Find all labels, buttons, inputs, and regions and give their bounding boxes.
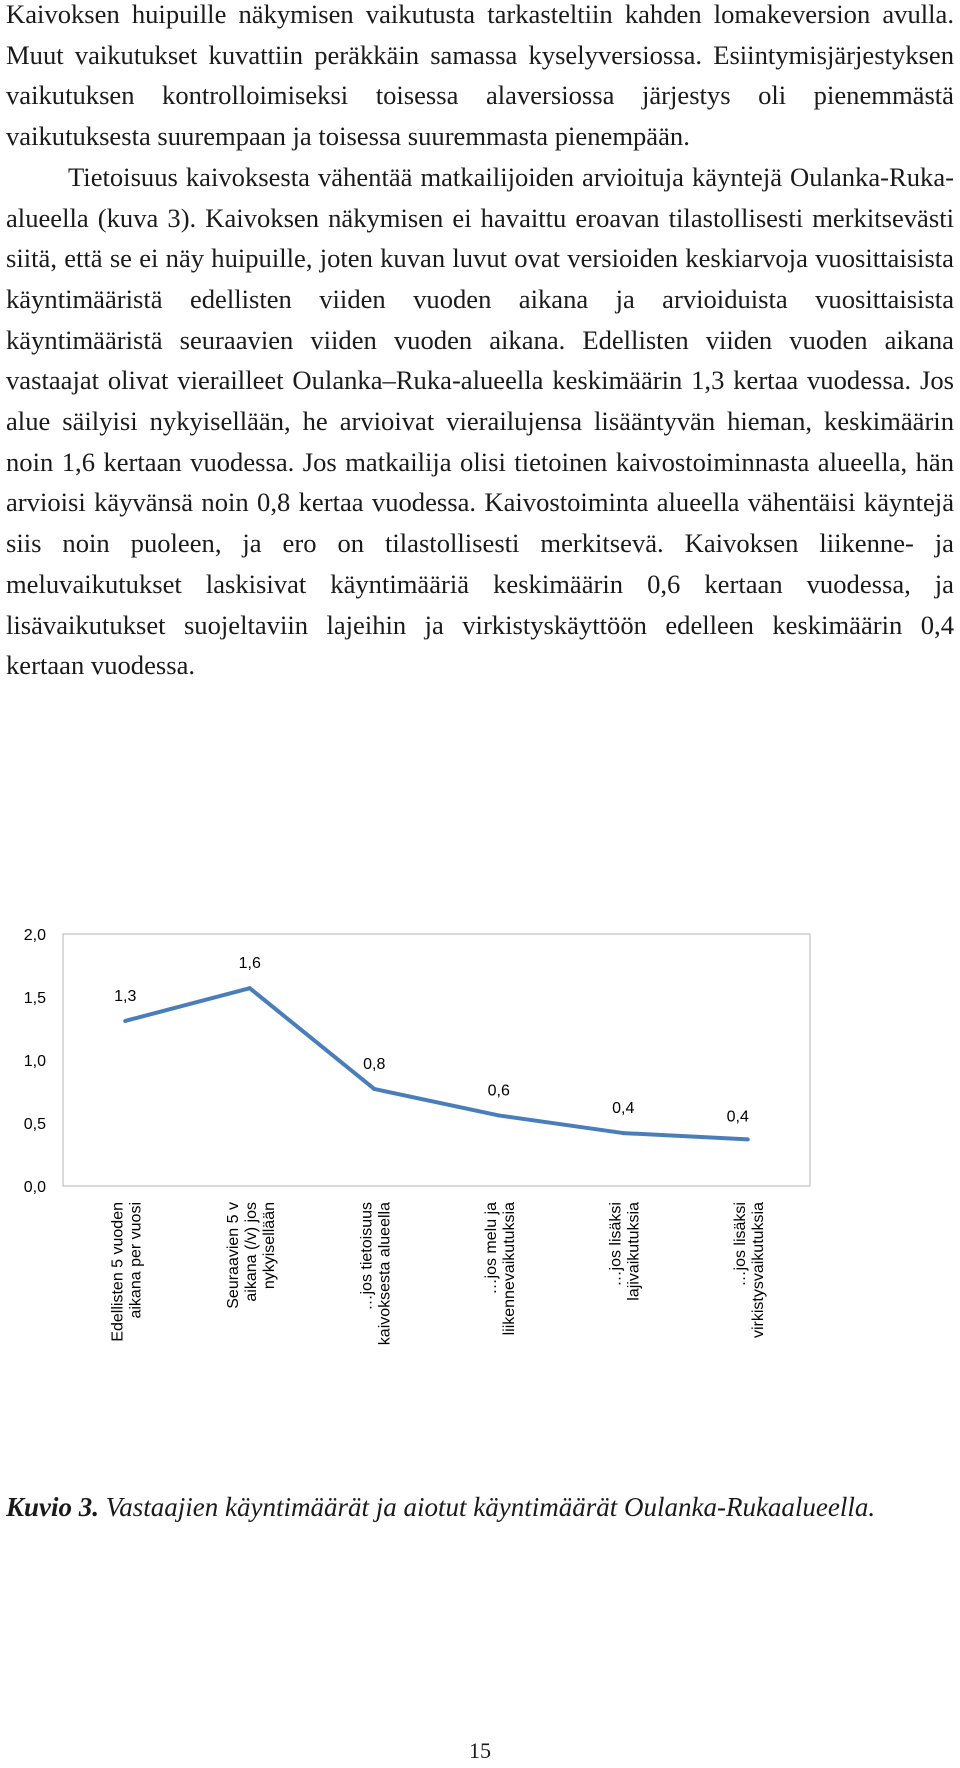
y-tick-label: 0,0 <box>23 1179 46 1196</box>
data-point <box>497 1113 501 1117</box>
category-label-line: Edellisten 5 vuoden <box>109 1202 127 1342</box>
page-number: 15 <box>469 1738 491 1763</box>
data-label: 0,4 <box>726 1108 749 1126</box>
category-label-line: nykyisellään <box>260 1202 278 1290</box>
category-label-line: …jos melu ja <box>482 1202 500 1295</box>
category-label-line: …jos tietoisuus <box>358 1202 376 1311</box>
data-label: 1,6 <box>238 955 261 973</box>
series-line <box>125 988 748 1139</box>
category-label <box>109 1202 144 1342</box>
caption-text: Vastaajien käyntimäärät ja aiotut käyntimäärät Oulanka-Rukaalueella. <box>99 1492 876 1522</box>
data-label: 0,8 <box>363 1055 386 1073</box>
body-text <box>6 0 954 686</box>
category-label-line: lajivaikutuksia <box>625 1202 643 1301</box>
category-label-line: kaivoksesta alueella <box>376 1202 394 1346</box>
category-label-line: aikana (/v) jos <box>242 1202 260 1302</box>
paragraph-form-versions: Kaivoksen huipuille näkymisen vaikutusta tarkasteltiin kahden lomakeversion avulla. Muut vaikutukset kuvattiin peräkkäin samassa kyselyversiossa. Esiintymisjärjestyksen vaikutuksen kontrolloimiseksi toisessa alaversiossa järjestys oli pienemmästä vaikutuksesta suurempaan ja toisessa suuremmasta pienempään. <box>6 0 954 152</box>
category-label-line: …jos lisäksi <box>607 1202 625 1287</box>
y-tick-label: 0,5 <box>23 1116 46 1133</box>
data-point <box>123 1019 127 1023</box>
data-point <box>248 986 252 990</box>
category-label-line: aikana per vuosi <box>127 1202 145 1319</box>
data-label: 0,6 <box>487 1082 510 1100</box>
y-tick-label: 2,0 <box>23 927 46 944</box>
caption-label: Kuvio 3. <box>6 1492 100 1522</box>
chart-canvas <box>0 910 960 1450</box>
category-label <box>225 1202 278 1309</box>
figure-caption <box>6 1487 946 1527</box>
category-label <box>732 1202 767 1338</box>
data-point <box>621 1131 625 1135</box>
category-label <box>483 1202 518 1336</box>
category-label-line: liikennevaikutuksia <box>500 1202 518 1336</box>
y-tick-label: 1,5 <box>23 990 46 1007</box>
visits-line-chart <box>0 910 960 1450</box>
category-label-line: Seuraavien 5 v <box>224 1202 242 1309</box>
category-label-line: virkistysvaikutuksia <box>749 1202 767 1339</box>
data-label: 0,4 <box>612 1100 635 1118</box>
paragraph-visit-results: Tietoisuus kaivoksesta vähentää matkailijoiden arvioituja käyntejä Oulanka-Ruka-alueella (kuva 3). Kaivoksen näkymisen ei havaittu eroavan tilastollisesti merkitsevästi siitä, että se ei näy huipuille, joten kuvan luvut ovat versioiden keskiarvoja vuosittaisista käyntimääristä edellisten viiden vuoden aikana ja arvioiduista vuosittaisista käyntimääristä seuraavien viiden vuoden aikana. Edellisten viiden vuoden aikana vastaajat olivat vierailleet Oulanka–Ruka-alueella keskimäärin 1,3 kertaa vuodessa. Jos alue säilyisi nykyisellään, he arvioivat vierailujensa lisääntyvän hieman, keskimäärin noin 1,6 kertaan vuodessa. Jos matkailija olisi tietoinen kaivostoiminnasta alueella, hän arvioisi käyvänsä noin 0,8 kertaa vuodessa. Kaivostoiminta alueella vähentäisi käyntejä siis noin puoleen, ja ero on tilastollisesti merkitsevä. Kaivoksen liikenne- ja meluvaikutukset laskisivat käyntimääriä keskimäärin 0,6 kertaan vuodessa, ja lisävaikutukset suojeltaviin lajeihin ja virkistyskäyttöön edelleen keskimäärin 0,4 kertaan vuodessa. <box>6 161 954 681</box>
category-label <box>358 1202 393 1345</box>
data-label: 1,3 <box>114 987 137 1005</box>
category-label-line: …jos lisäksi <box>731 1202 749 1287</box>
data-point <box>746 1137 750 1141</box>
data-point <box>372 1087 376 1091</box>
y-tick-label: 1,0 <box>23 1053 46 1070</box>
plot-area-border <box>63 934 810 1186</box>
category-label <box>607 1202 642 1301</box>
